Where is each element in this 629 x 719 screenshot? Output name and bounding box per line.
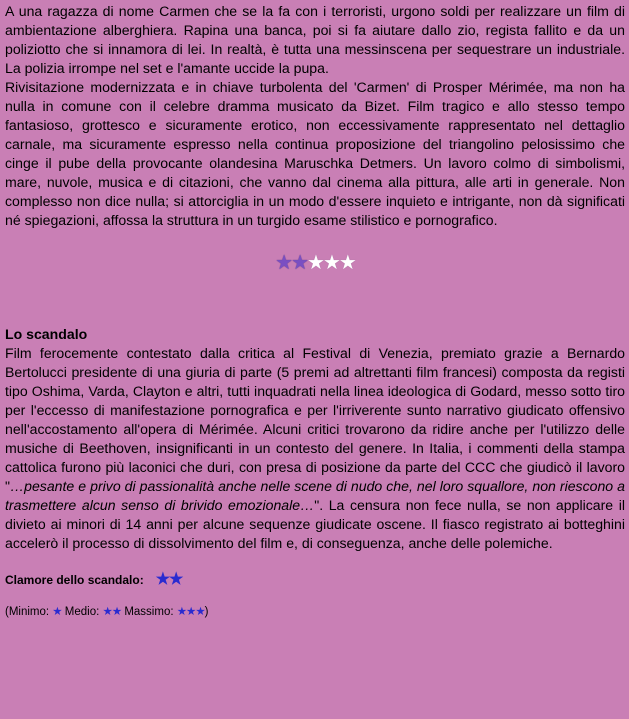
legend-medio-label: Medio: — [61, 606, 103, 618]
legend-close: ) — [204, 606, 209, 618]
review-paragraph: Rivisitazione modernizzata e in chiave turbolenta del 'Carmen' di Prosper Mérimée, ma non ha nulla in comune con il celebre dramma musicato da Bizet. Film tragico e allo stesso tempo fantasioso, grottesco e sicuramente erotico, non eccessivamente rappresentato nel dettaglio carnale, ma sicuramente espresso nella continua proposizione del triangolino pelosissimo che cinge il pube della provocante olandesina Maruschka Detmers. Un lavoro colmo di simbolismi, mare, nuvole, musica e di citazioni, che vanno dal cinema alla pittura, alle arti in generale. Non complesso non dice nulla; si attorciglia in un modo d'essere inquieto e intrigante, non dà significati né spiegazioni, affossa la struttura in un turgido esame stilistico e pornografico. — [5, 79, 625, 228]
star-empty-icon: ★ — [307, 252, 323, 274]
star-filled-icon: ★ — [291, 252, 308, 274]
legend-massimo-stars-icon: ★★★ — [176, 606, 205, 618]
scandal-text-before: Film ferocemente contestato dalla critica al Festival di Venezia, premiato grazie a Bernardo Bertolucci presidente di una giuria di parte (5 premi ad altrettanti film francesi) composta da registi tipo Oshima, Varda, Clayton e altri, tutti inquadrati nella linea ideologica di Godard, messo sotto tiro per l'eccesso di manifestazione pornografica e per l'irriverente sunto narrativo giudicato offensivo nell'accostamento all'opera di Mérimée. Alcuni critici trovarono da ridire anche per l'utilizzo delle musiche di Beethoven, insignificanti in un contesto del genere. In Italia, i commenti della stampa cattolica furono più laconici che duri, con presa di posizione da parte del CCC che giudicò il lavoro " — [5, 345, 625, 494]
star-filled-icon: ★ — [275, 252, 292, 274]
clamore-row — [5, 570, 625, 590]
star-empty-icon: ★ — [338, 252, 355, 274]
plot-paragraph: A una ragazza di nome Carmen che se la fa con i terroristi, urgono soldi per realizzare un film di ambientazione alberghiera. Rapina una banca, poi si fa aiutare dallo zio, regista fallito e da un poliziotto che si innamora di lei. In realtà, è tutta una messinscena per sequestrare un industriale. La polizia irrompe nel set e l'amante uccide la pupa. — [5, 3, 625, 76]
clamore-label: Clamore dello scandalo: — [5, 573, 144, 587]
scandal-quote: …pesante e privo di passionalità anche nelle scene di nudo che, nel loro squallore, non riescono a trasmettere alcun senso di brivido emozionale… — [5, 478, 625, 513]
scandal-paragraph — [5, 344, 625, 553]
star-empty-icon: ★ — [322, 252, 339, 274]
legend-medio-stars-icon: ★★ — [102, 606, 122, 618]
legend-open: (Minimo: — [5, 606, 53, 618]
scandal-legend — [5, 604, 625, 620]
scandal-heading: Lo scandalo — [5, 326, 88, 342]
scandal-text-after: ". La censura non fece nulla, se non applicare il divieto ai minori di 14 anni per alcune sequenze giudicate oscene. Il fiasco registrato ai botteghini accelerò il processo di dissolvimento del film e, di conseguenza, anche delle polemiche. — [5, 497, 625, 551]
legend-min-star-icon: ★ — [52, 606, 62, 618]
clamore-stars-icon: ★★ — [155, 571, 183, 588]
star-rating — [5, 252, 625, 274]
legend-massimo-label: Massimo: — [121, 606, 177, 618]
